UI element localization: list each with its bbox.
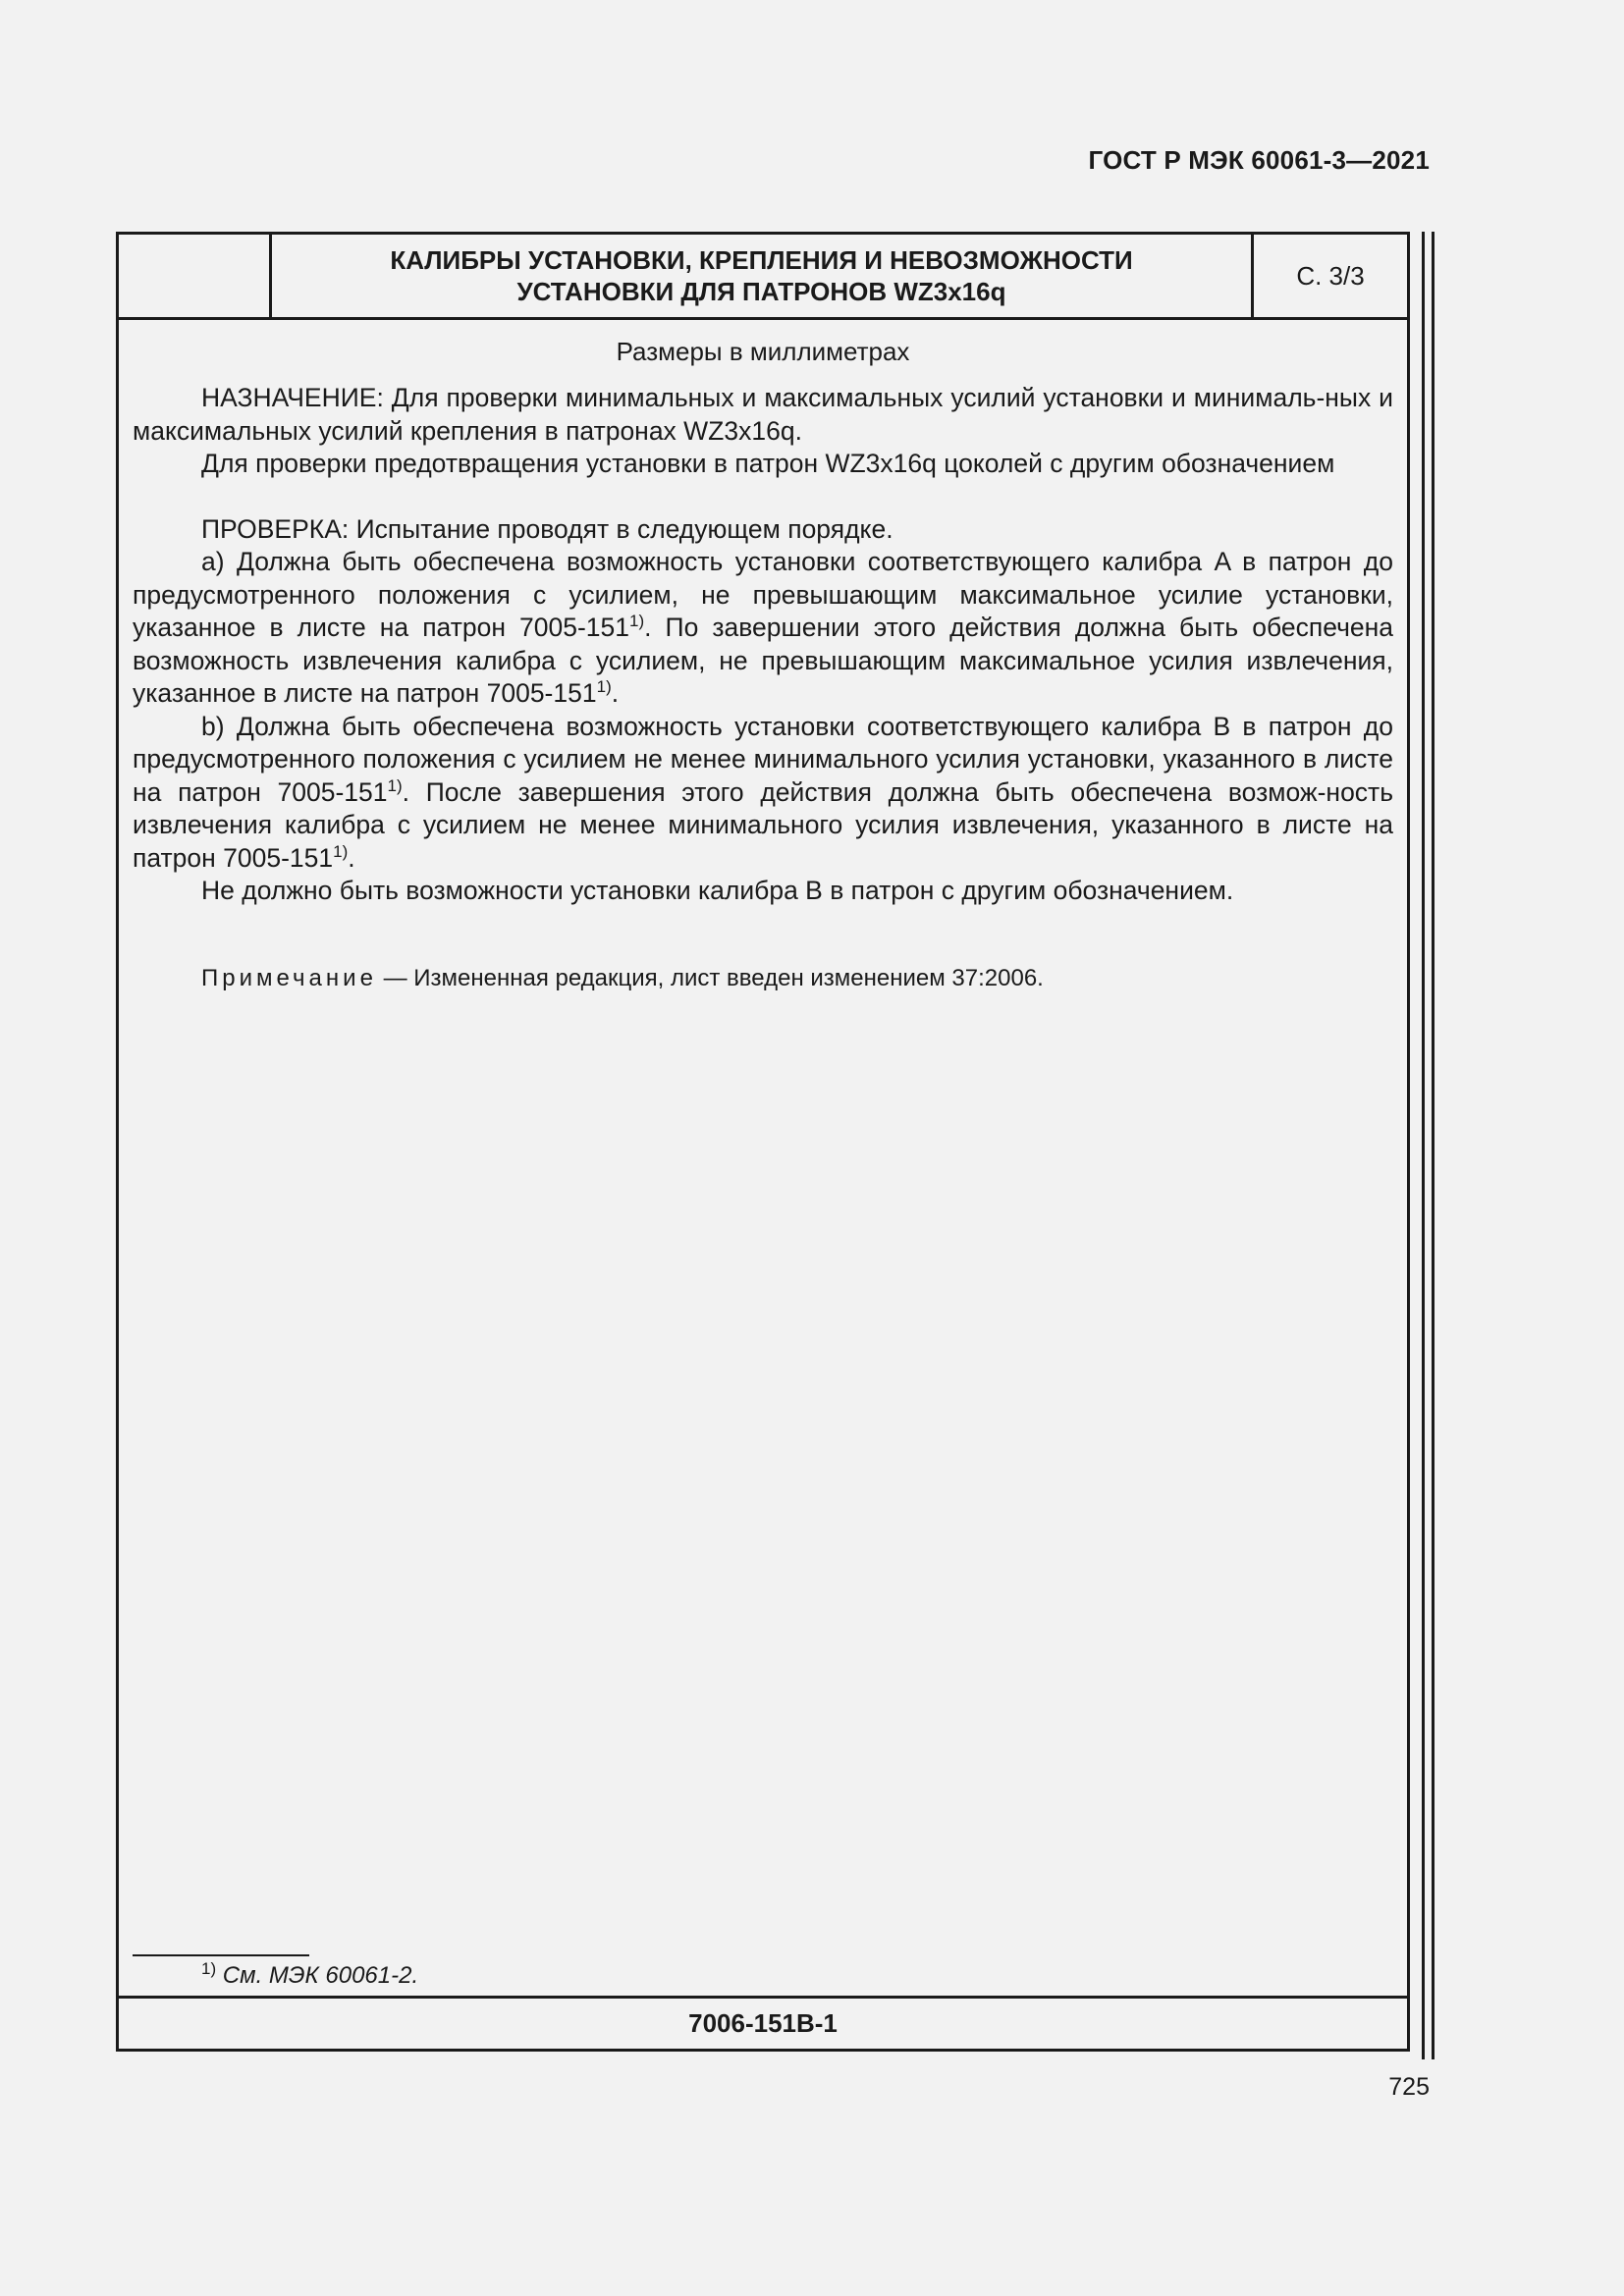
dimensions-units-caption: Размеры в миллиметрах <box>616 337 910 366</box>
footnote-text: См. МЭК 60061-2. <box>216 1962 419 1989</box>
title-block-empty-cell <box>119 235 272 317</box>
purpose-paragraph-2: Для проверки предотвращения установки в патрон WZ3x16q цоколей с другим обозначением <box>201 449 1335 478</box>
footnote-reference: 1) <box>387 775 403 795</box>
check-item-b <box>133 711 1393 876</box>
check-item-a <box>133 546 1393 711</box>
check-final-statement: Не должно быть возможности установки калибра B в патрон с другим обозначением. <box>201 876 1234 905</box>
check-item-a-end: . <box>611 678 620 708</box>
footnote-reference: 1) <box>333 841 349 861</box>
footnote-reference: 1) <box>596 677 612 697</box>
document-standard-header: ГОСТ Р МЭК 60061-3—2021 <box>1088 145 1430 175</box>
sheet-frame <box>116 232 1410 2052</box>
sheet-page-indicator: С. 3/3 <box>1296 260 1365 291</box>
title-block <box>119 235 1407 320</box>
note-label: Примечание <box>201 965 377 991</box>
check-intro: ПРОВЕРКА: Испытание проводят в следующем порядке. <box>201 513 893 544</box>
check-item-a-text-2: . По завершении этого действия должна быть обеспечена возможность извлечения калибра с усилием, не превышающим максимальное усилия извлечения, указанное в листе на патрон 7005-151 <box>133 613 1393 708</box>
check-item-b-text-2: . После завершения этого действия должна быть обеспечена возмож-ность извлечения калибра с усилием не менее минимального усилия извлечения, указанного в листе на патрон 7005-151 <box>133 776 1393 873</box>
margin-rule-left <box>1422 232 1425 2059</box>
sheet-title-line-2: УСТАНОВКИ ДЛЯ ПАТРОНОВ WZ3x16q <box>516 277 1006 306</box>
purpose-paragraph: НАЗНАЧЕНИЕ: Для проверки минимальных и максимальных усилий установки и минималь-ных и максимальных усилий крепления в патронах WZ3x16q. <box>133 383 1393 446</box>
footnote-reference: 1) <box>629 612 645 631</box>
note-text: — Измененная редакция, лист введен изменением 37:2006. <box>376 965 1044 991</box>
sheet-code: 7006-151B-1 <box>688 2008 838 2038</box>
check-item-b-end: . <box>348 842 355 873</box>
check-item-b-text-1: b) Должна быть обеспечена возможность установки соответствующего калибра B в патрон до предусмотренного положения с усилием не менее минимального усилия установки, указанного в листе на патрон 7005-151 <box>133 711 1393 807</box>
page-number: 725 <box>1388 2073 1430 2101</box>
margin-rule-right <box>1432 232 1435 2059</box>
footnote-divider <box>133 1954 309 1956</box>
sheet-body <box>133 382 1393 908</box>
sheet-title <box>272 235 1254 317</box>
sheet-code-row <box>119 1996 1407 2049</box>
sheet-title-line-1: КАЛИБРЫ УСТАНОВКИ, КРЕПЛЕНИЯ И НЕВОЗМОЖНОСТИ <box>390 245 1133 275</box>
check-item-a-text-1: а) Должна быть обеспечена возможность установки соответствующего калибра A в патрон до предусмотренного положения с усилием, не превышающим максимальное усилие установки, указанное в листе на патрон 7005-151 <box>133 547 1393 642</box>
note <box>201 965 1044 992</box>
footnote-mark: 1) <box>201 1959 217 1978</box>
footnote <box>201 1959 419 1990</box>
